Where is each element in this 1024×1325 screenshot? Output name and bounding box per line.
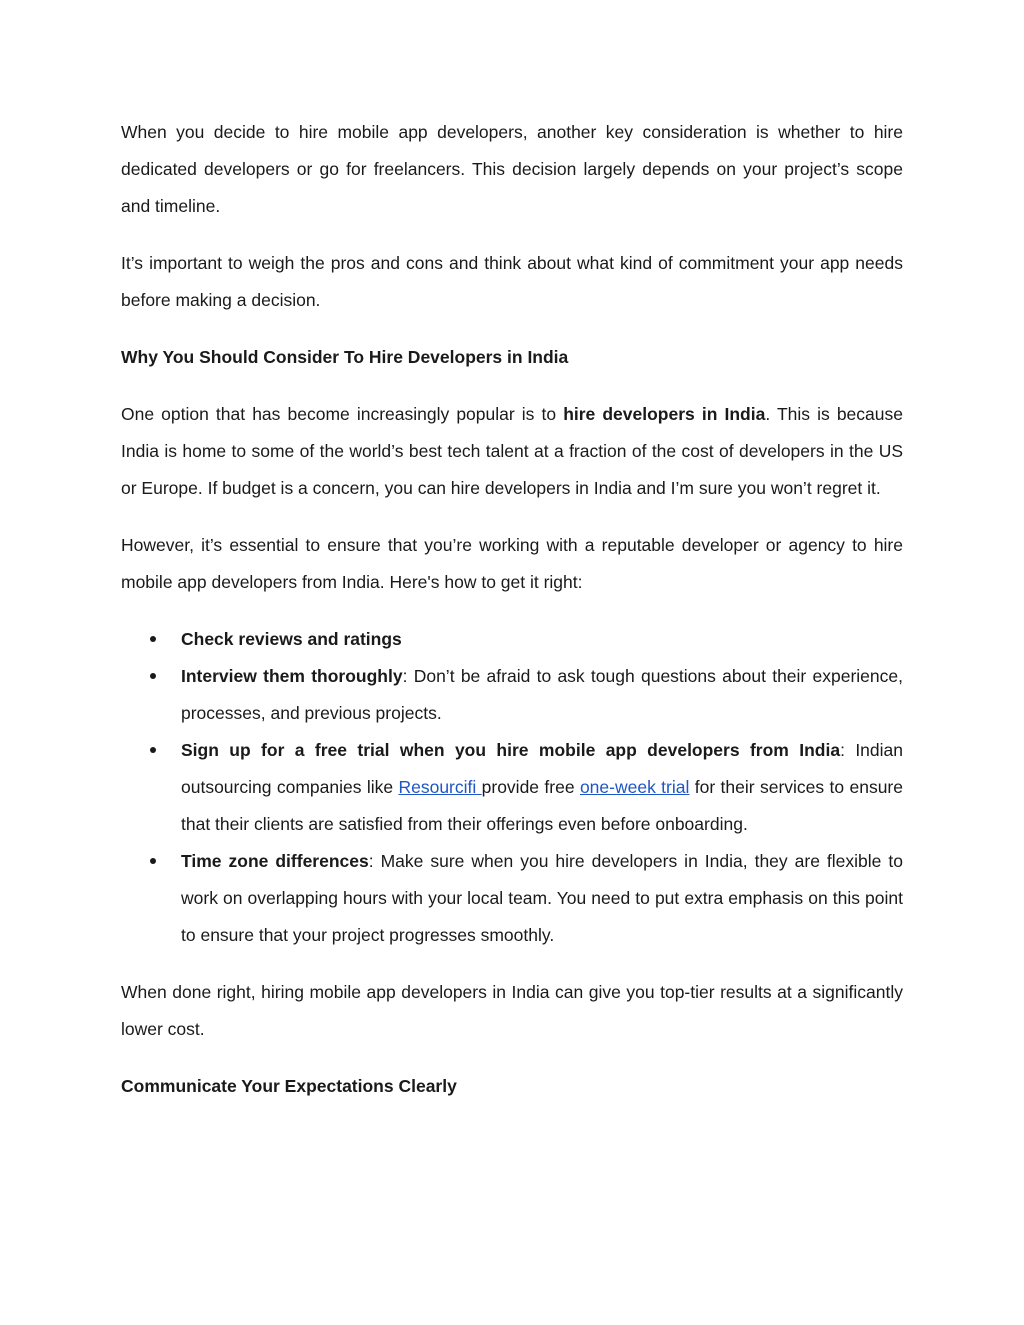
bullet-text: : Don’t be afraid to ask tough questions about their experience, processes, and previous projects. [181, 666, 903, 723]
bullet-icon [150, 858, 156, 864]
bullet-text: : Make sure when you hire developers in India, they are flexible to work on overlapping hours with your local team. You need to put extra emphasis on this point to ensure that your project progresses smoothly. [181, 851, 903, 945]
paragraph-reputable-agency: However, it’s essential to ensure that you’re working with a reputable developer or agency to hire mobile app developers from India. Here's how to get it right: [121, 535, 903, 592]
bullet-bold-text: Time zone differences [181, 851, 369, 871]
bullet-bold-text: Interview them thoroughly [181, 666, 403, 686]
paragraph-conclusion: When done right, hiring mobile app developers in India can give you top-tier results at a significantly lower cost. [121, 982, 903, 1039]
list-item [121, 621, 903, 658]
list-item [121, 843, 903, 954]
bullet-icon [150, 673, 156, 679]
bullet-text: provide free [481, 777, 580, 797]
tips-list [121, 621, 903, 954]
bullet-text: : Indian outsourcing companies like [181, 740, 904, 797]
list-item [121, 732, 903, 843]
list-item [121, 658, 903, 732]
paragraph-hire-decision: When you decide to hire mobile app developers, another key consideration is whether to hire dedicated developers or go for freelancers. This decision largely depends on your project’s scope and timeline. [121, 122, 903, 216]
heading-communicate: Communicate Your Expectations Clearly [121, 1076, 457, 1096]
p3-text-before: One option that has become increasingly popular is to [121, 404, 564, 424]
paragraph-pros-cons: It’s important to weigh the pros and cons and think about what kind of commitment your app needs before making a decision. [121, 253, 903, 310]
bullet-icon [150, 636, 156, 642]
bullet-icon [150, 747, 156, 753]
resourcifi-link[interactable]: Resourcifi [398, 777, 482, 797]
bullet-text: for their services to ensure that their clients are satisfied from their offerings even before onboarding. [181, 777, 903, 834]
p3-text-after: . This is because India is home to some of the world’s best tech talent at a fraction of the cost of developers in the US or Europe. If budget is a concern, you can hire developers in India and I’m sure you won’t regret it. [121, 404, 903, 498]
heading-hire-india: Why You Should Consider To Hire Developers in India [121, 347, 569, 367]
bullet-bold-text: Sign up for a free trial when you hire mobile app developers from India [181, 740, 841, 760]
paragraph-india-option [121, 396, 903, 507]
p3-bold-text: hire developers in India [563, 404, 766, 424]
bullet-bold-text: Check reviews and ratings [181, 629, 402, 649]
document-page [121, 114, 903, 1125]
one-week-trial-link[interactable]: one-week trial [579, 777, 690, 797]
